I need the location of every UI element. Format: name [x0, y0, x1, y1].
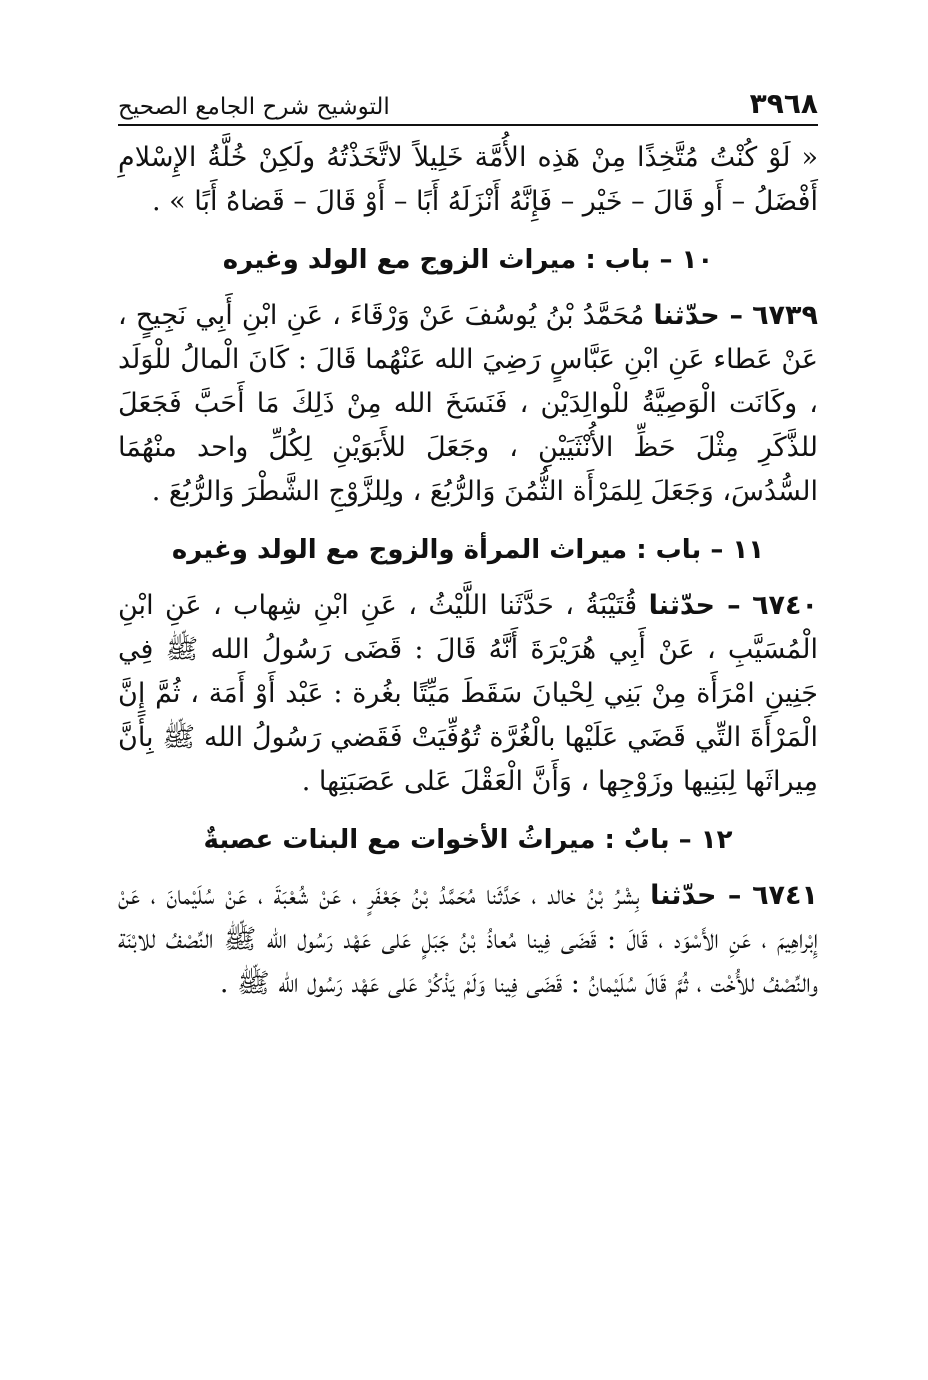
book-title: التوشيح شرح الجامع الصحيح [118, 94, 390, 120]
chapter-title: ١٠ – باب : ميراث الزوج مع الولد وغيره [222, 245, 714, 275]
page-number: ٣٩٦٨ [749, 87, 818, 120]
running-header [118, 78, 818, 126]
hadith-paragraph [118, 294, 818, 514]
narration-word: – حدّثنا [650, 880, 742, 911]
narration-word: – حدّثنا [653, 300, 744, 331]
hadith-paragraph [118, 874, 818, 1006]
chapter-title: ١٢ – بابٌ : ميراثُ الأخوات مع البنات عصبةٌ [203, 825, 733, 855]
chapter-title: ١١ – باب : ميراث المرأة والزوج مع الولد وغيره [171, 535, 765, 565]
narration-word: – حدّثنا [648, 590, 741, 621]
hadith-number: ٦٧٣٩ [752, 300, 818, 331]
hadith-text: بِشْرُ بْنُ خالد ، حَدَّثَنا مُحَمَّدُ بْنُ جَعْفَرٍ ، عَنْ شُعْبَةَ ، عَنْ سُلَيْمانَ ، عَنْ إِبْراهِيمَ ، عَنِ الأَسْوَد ، قَالَ : قَضَى فِينا مُعاذُ بْنُ جَبَلٍ عَلى عَهْد رَسُول الله ﷺ النِّصْفُ للابْنَة والنِّصْفُ للأُخْت ، ثُمَّ قَالَ سُلَيْمانُ : قَضَى فِينا وَلَمْ يَذْكُرْ عَلى عَهْد رَسُول الله ﷺ . [118, 880, 818, 999]
book-page [118, 78, 818, 1006]
hadith-number: ٦٧٤١ [752, 880, 818, 911]
intro-paragraph: « لَوْ كُنْتُ مُتَّخِذًا مِنْ هَذِه الأُمَّة خَلِيلاً لاتَّخَذْتُهُ ولَكِنْ خُلَّةُ الإِسْلامِ أَفْضَلُ – أَو قَالَ – خَيْر – فَإِنَّهُ أَنْزَلَهُ أَبًا – أَوْ قَالَ – قَضاهُ أَبًا » . [118, 142, 819, 217]
hadith-text: مُحَمَّدُ بْنُ يُوسُفَ عَنْ وَرْقَاءَ ، عَنِ ابْنِ أَبِي نَجِيحٍ ، عَنْ عَطاء عَنِ ابْنِ عَبَّاسٍ رَضِيَ الله عَنْهُما قَالَ : كَانَ الْمالُ للْوَلَد ، وكَانَت الْوَصِيَّةُ للْوالِدَيْن ، فَنَسَخَ الله مِنْ ذَلِكَ مَا أَحَبَّ فَجَعَلَ للذَّكَرِ مِثْلَ حَظِّ الأُنْثَيَيْنِ ، وجَعَلَ للأَبَوَيْنِ لِكُلِّ واحد منْهُمَا السُّدُسَ، وَجَعَلَ لِلمَرْأَة الثُّمُنَ وَالرُّبُعَ ، ولِلزَّوْجِ الشَّطْرَ وَالرُّبُعَ . [118, 300, 818, 507]
hadith-paragraph [118, 584, 818, 804]
hadith-text: قُتَيْبَةُ ، حَدَّثَنا اللَّيْثُ ، عَنِ ابْنِ شِهاب ، عَنِ ابْنِ الْمُسَيَّبِ ، عَنْ أَبِي هُرَيْرَةَ أَنَّهُ قَالَ : قَضَى رَسُولُ الله ﷺ فِي جَنِينِ امْرَأَة مِنْ بَنِي لِحْيانَ سَقَطَ مَيِّتًا بغُرة : عَبْد أَوْ أَمَة ، ثُمَّ إِنَّ الْمَرْأَةَ التِّي قَضَي عَلَيْها بالْغُرَّة تُوُفِّيَتْ فَقَضي رَسُولُ الله ﷺ بِأَنَّ مِيراثَها لِبَنِيها وزَوْجِها ، وَأَنَّ الْعَقْلَ عَلى عَصَبَتِها . [118, 590, 818, 797]
hadith-number: ٦٧٤٠ [752, 590, 818, 621]
